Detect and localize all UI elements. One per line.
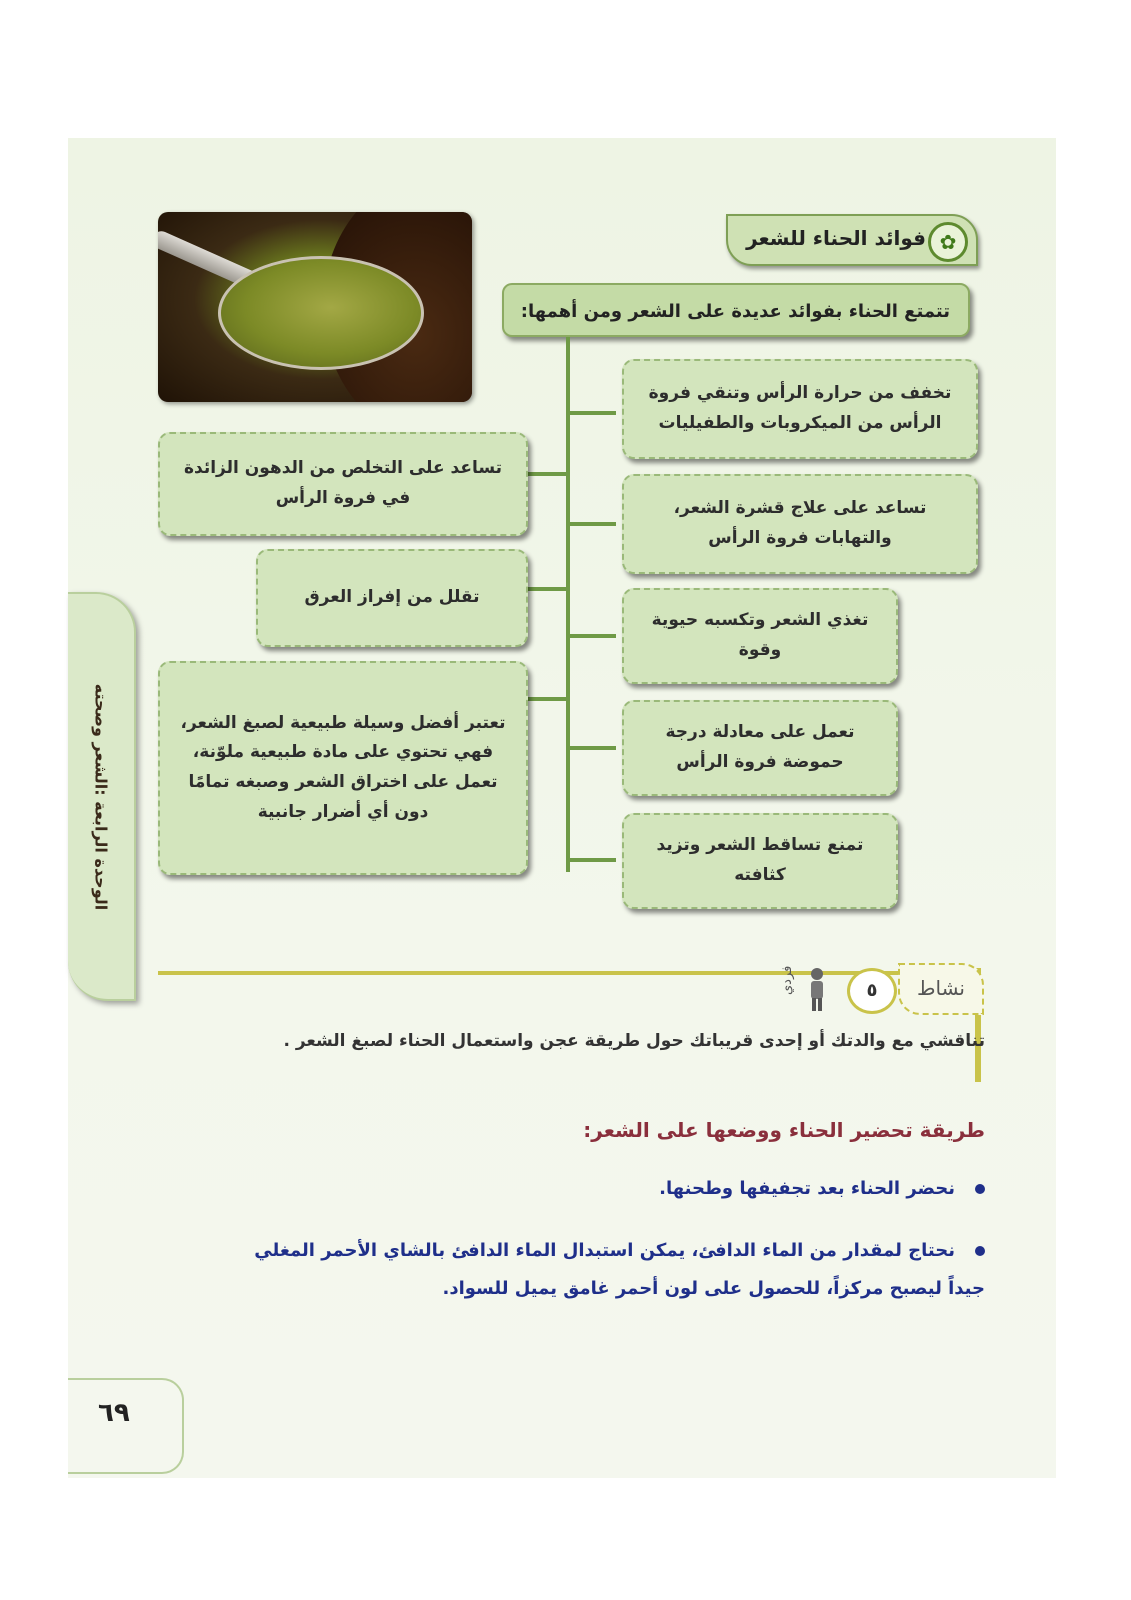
activity-label: نشاط [898, 963, 984, 1015]
benefit-box-6: تساعد على التخلص من الدهون الزائدة في فروة الرأس [158, 432, 528, 536]
connector-main-vertical [566, 337, 570, 872]
benefit-box-8: تعتبر أفضل وسيلة طبيعية لصبغ الشعر، فهي تحتوي على مادة طبيعية ملوّنة، تعمل على اختراق الشعر وصبغه تمامًا دون أي أضرار جانبية [158, 661, 528, 875]
section-title: فوائد الحناء للشعر [746, 226, 926, 250]
activity-number: ٥ [847, 968, 897, 1014]
method-step-1-text: نحضر الحناء بعد تجفيفها وطحنها. [659, 1178, 955, 1199]
method-title: طريقة تحضير الحناء ووضعها على الشعر: [583, 1118, 985, 1142]
activity-text: تناقشي مع والدتك أو إحدى قريباتك حول طريقة عجن واستعمال الحناء لصبغ الشعر . [283, 1031, 985, 1051]
benefits-intro: تتمتع الحناء بفوائد عديدة على الشعر ومن أهمها: [502, 283, 970, 337]
method-step-2 [225, 1232, 985, 1308]
benefit-box-1: تخفف من حرارة الرأس وتنقي فروة الرأس من الميكروبات والطفيليات [622, 359, 978, 459]
bullet-icon [975, 1184, 985, 1194]
benefit-box-7: تقلل من إفراز العرق [256, 549, 528, 647]
method-step-2-text: نحتاج لمقدار من الماء الدافئ، يمكن استبدال الماء الدافئ بالشاي الأحمر المغلي جيداً ليصبح مركزاً، للحصول على لون أحمر غامق يميل للسواد. [254, 1240, 985, 1299]
section-title-tab [726, 214, 978, 266]
bullet-icon [975, 1246, 985, 1256]
connector-right-4 [566, 746, 616, 750]
page-number-box [68, 1378, 184, 1474]
connector-right-1 [566, 411, 616, 415]
unit-side-tab [68, 592, 136, 1001]
connector-right-5 [566, 858, 616, 862]
unit-title: الوحدة الرابعة :الشعر وصحته [91, 683, 111, 910]
benefit-box-2: تساعد على علاج قشرة الشعر، والتهابات فروة الرأس [622, 474, 978, 574]
spoon-with-henna [218, 256, 424, 370]
activity-type: فردي [780, 966, 795, 996]
benefit-box-4: تعمل على معادلة درجة حموضة فروة الرأس [622, 700, 898, 796]
benefit-box-3: تغذي الشعر وتكسبه حيوية وقوة [622, 588, 898, 684]
connector-right-2 [566, 522, 616, 526]
connector-right-3 [566, 634, 616, 638]
flower-icon: ✿ [928, 222, 968, 262]
benefit-box-5: تمنع تساقط الشعر وتزيد كثافته [622, 813, 898, 909]
henna-spoon-photo [158, 212, 472, 402]
page-number: ٦٩ [98, 1398, 130, 1428]
method-step-1 [225, 1170, 985, 1208]
person-icon [804, 966, 830, 1012]
